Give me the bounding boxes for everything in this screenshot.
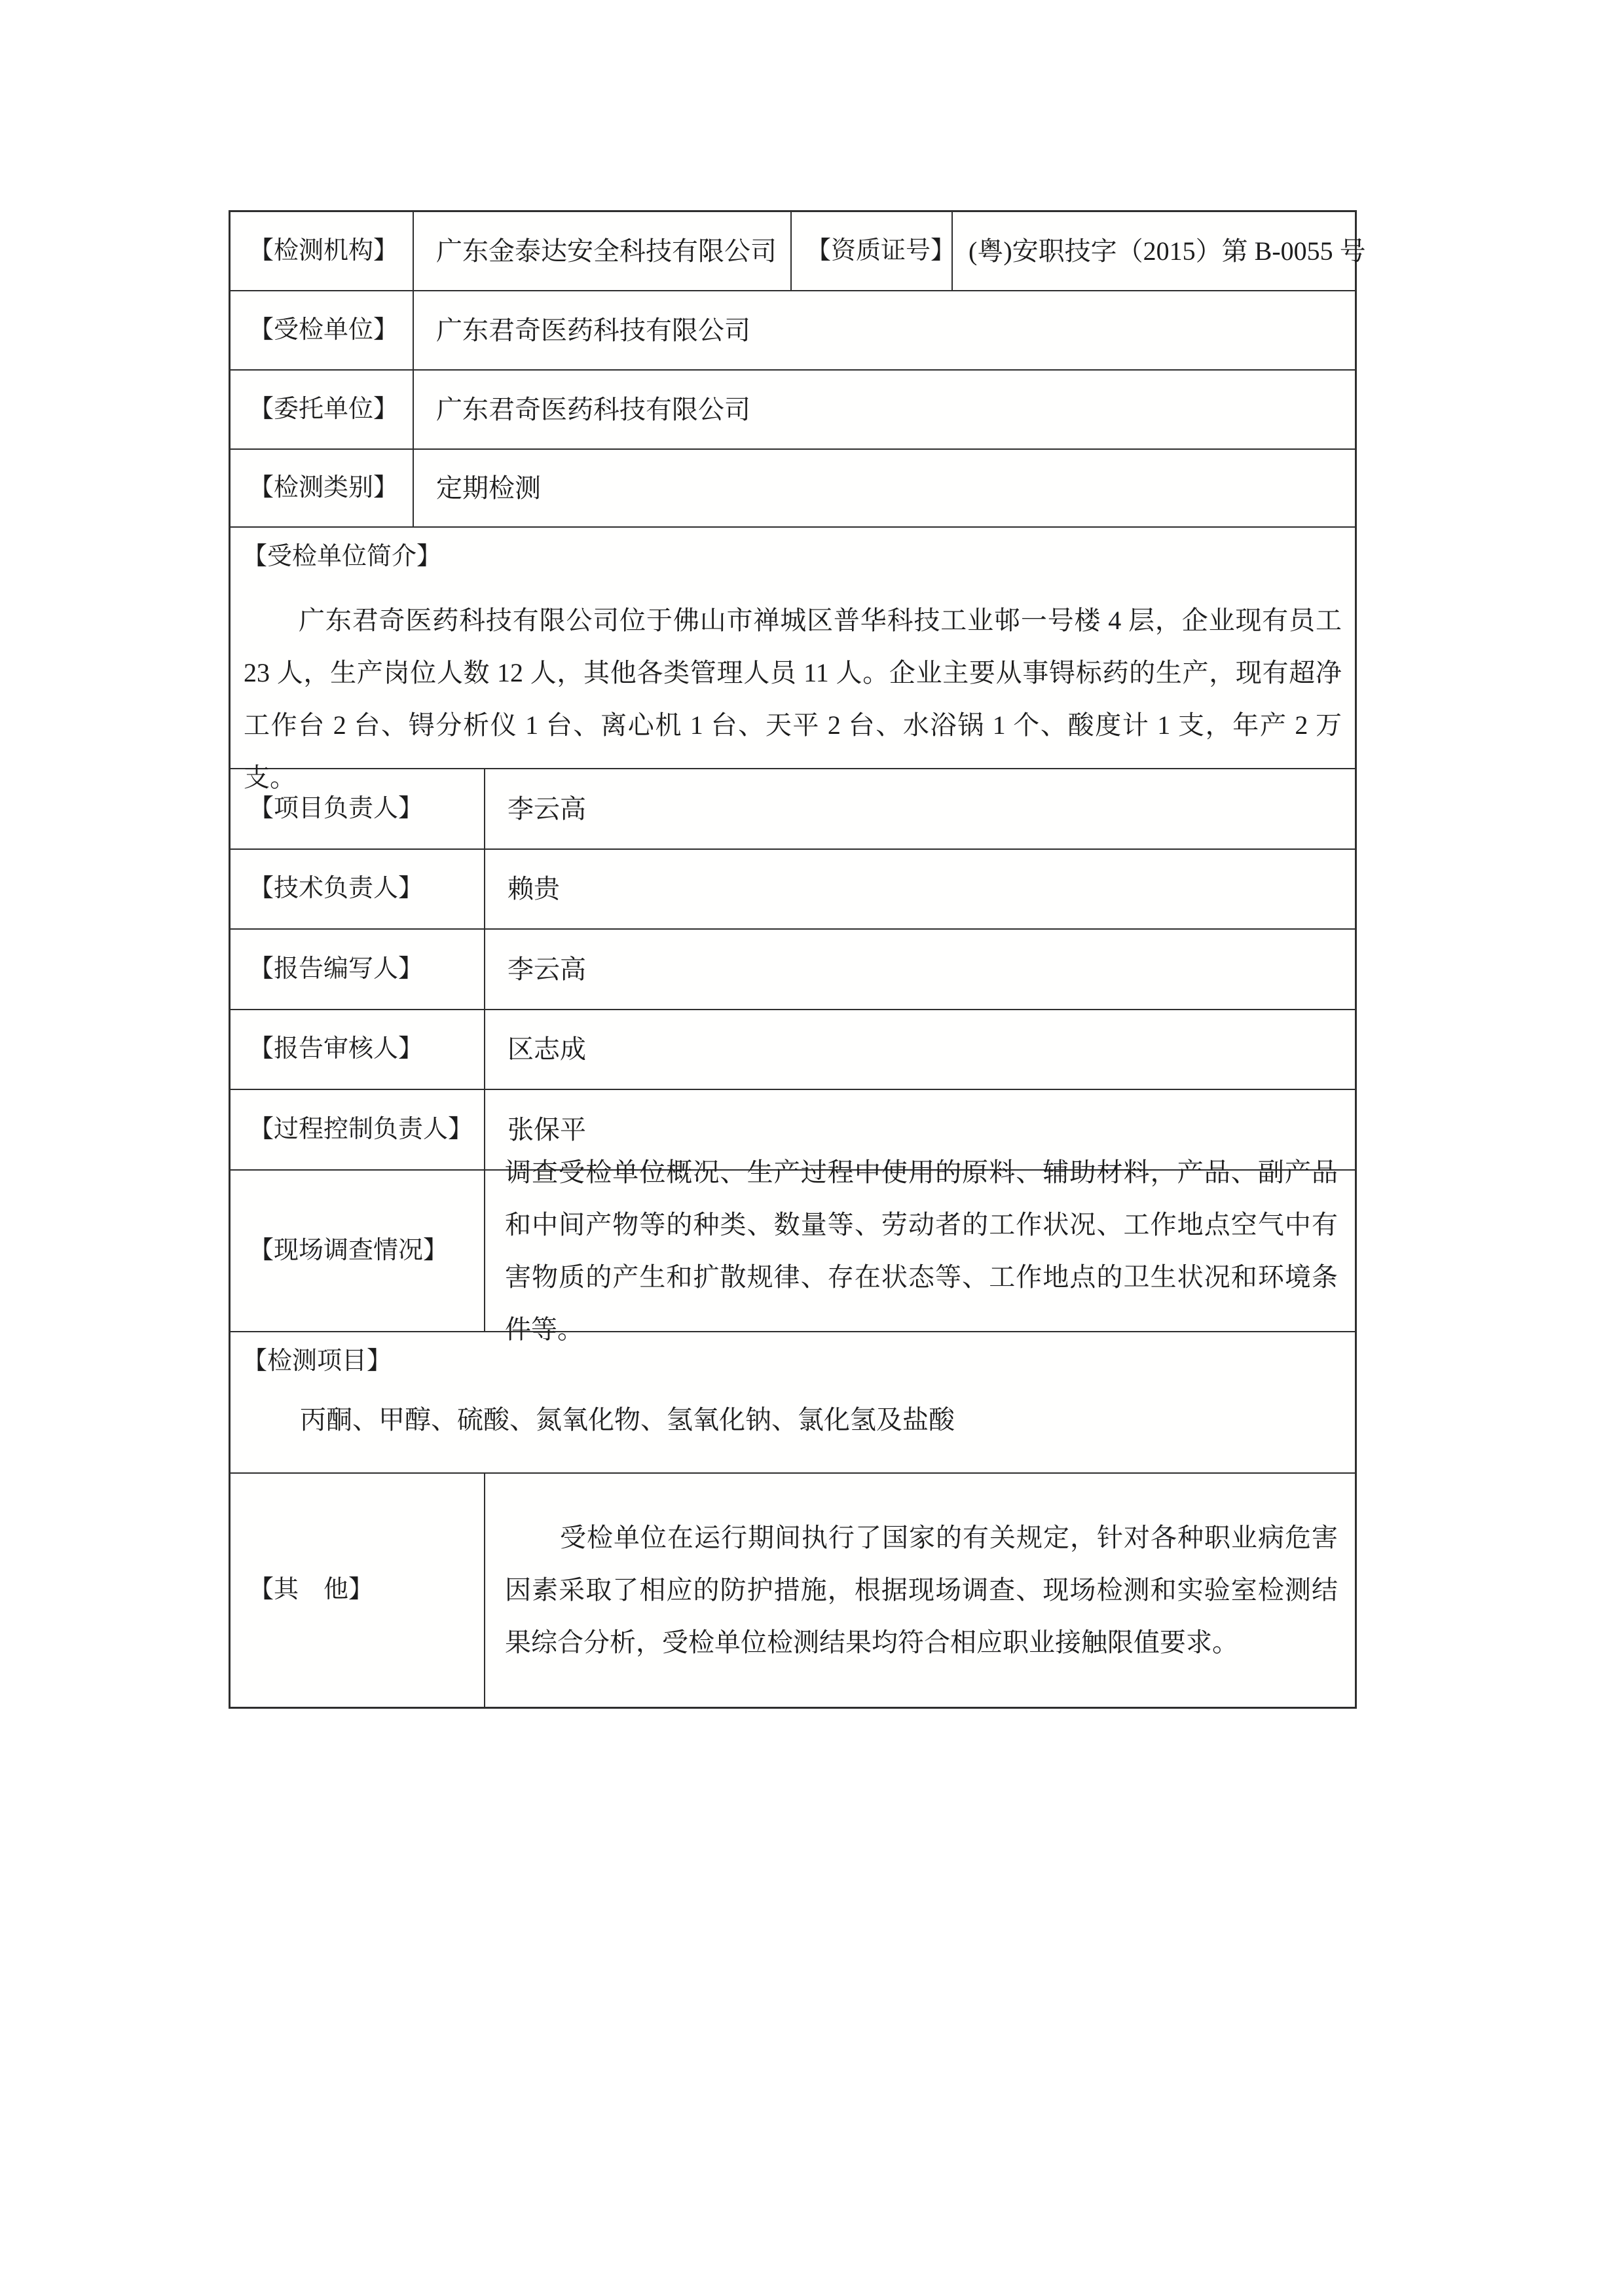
entrusting-unit-label: 【委托单位】 [249,395,399,423]
report-writer-value: 李云高 [484,930,1355,1009]
project-leader-value: 李云高 [484,769,1355,848]
qualification-no-label: 【资质证号】 [790,212,951,290]
inspection-type-value: 定期检测 [413,450,1355,526]
table-row-report-writer [231,930,1355,1010]
process-control-leader-label: 【过程控制负责人】 [249,1115,473,1143]
table-row-site-survey [231,1157,1355,1344]
inspection-org-value: 广东金泰达安全科技有限公司 [413,212,790,290]
test-items-list: 丙酮、甲醇、硫酸、氮氧化物、氢氧化钠、氯化氢及盐酸 [300,1405,955,1434]
unit-intro-cell [231,528,1355,792]
other-paragraph: 受检单位在运行期间执行了国家的有关规定，针对各种职业病危害因素采取了相应的防护措施，根据现场调查、现场检测和实验室检测结果综合分析，受检单位检测结果均符合相应职业接触限值要求。 [505,1523,1338,1657]
test-items-cell [231,1332,1355,1472]
table-row-inspection-type [231,450,1355,528]
report-writer-label: 【报告编写人】 [249,955,424,983]
table-row-report-reviewer [231,1010,1355,1090]
site-survey-paragraph: 调查受检单位概况、生产过程中使用的原料、辅助材料，产品、副产品和中间产物等的种类、数量等、劳动者的工作状况、工作地点空气中有害物质的产生和扩散规律、存在状态等、工作地点的卫生状况和环境条件等。 [505,1157,1338,1344]
process-control-leader-value: 张保平 [484,1090,1355,1169]
table-row-inspected-unit [231,291,1355,371]
unit-intro-title: 【受检单位简介】 [242,543,442,570]
inspection-report-table [229,210,1366,1709]
entrusting-unit-value: 广东君奇医药科技有限公司 [413,371,1355,448]
qualification-no-value: (粤)安职技字（2015）第 B-0055 号 [951,212,1366,290]
site-survey-cell [484,1157,1355,1344]
technical-leader-label: 【技术负责人】 [249,875,424,903]
other-label: 【其 他】 [249,1576,374,1604]
table-row-unit-intro [231,528,1355,792]
test-items-title: 【检测项目】 [242,1347,392,1375]
table-row-project-leader [231,769,1355,850]
table-row-other [231,1474,1355,1707]
unit-intro-paragraph: 广东君奇医药科技有限公司位于佛山市禅城区普华科技工业邨一号楼 4 层，企业现有员工 23 人，生产岗位人数 12 人，其他各类管理人员 11 人。企业主要从事锝标药的生产，现有超净工作台 2 台、锝分析仪 1 台、离心机 1 台、天平 2 台、水浴锅 1 个、酸度计 1 支，年产 2 万支。 [244,606,1342,792]
report-reviewer-label: 【报告审核人】 [249,1035,424,1063]
table-row-test-items [231,1332,1355,1474]
table-row-inspection-org [231,212,1366,291]
inspection-org-label: 【检测机构】 [249,236,399,264]
inspection-type-label: 【检测类别】 [249,473,399,501]
technical-leader-value: 赖贵 [484,850,1355,928]
inspected-unit-label: 【受检单位】 [249,316,399,344]
table-row-technical-leader [231,850,1355,930]
other-cell [484,1474,1355,1707]
table-row-entrusting-unit [231,371,1355,450]
site-survey-label: 【现场调查情况】 [249,1236,449,1264]
project-leader-label: 【项目负责人】 [249,794,424,822]
inspected-unit-value: 广东君奇医药科技有限公司 [413,291,1355,369]
report-reviewer-value: 区志成 [484,1010,1355,1089]
